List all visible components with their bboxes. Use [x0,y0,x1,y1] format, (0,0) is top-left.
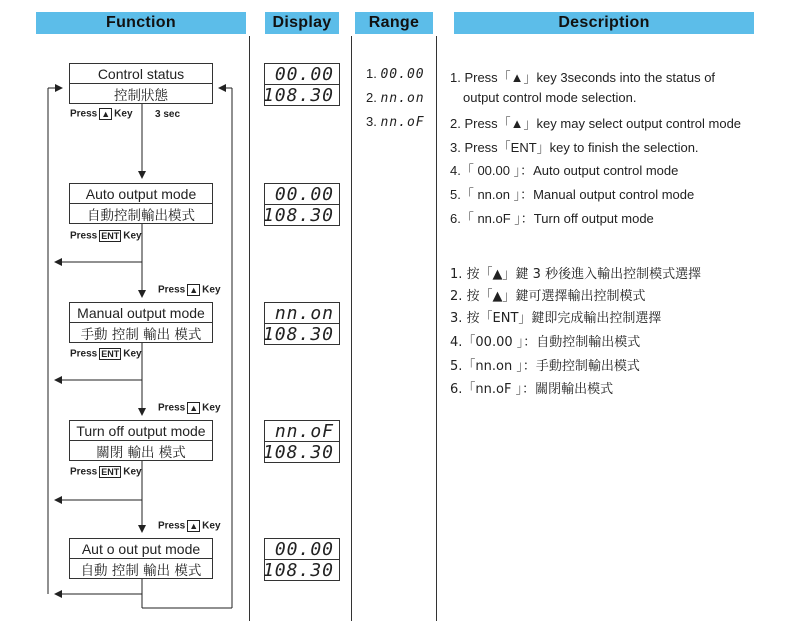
display-bottom-value: 108.30 [265,323,339,344]
description-line-zh: 3. 按「ENT」鍵即完成輸出控制選擇 [450,311,662,326]
mode-label-zh: 自動 控制 輸出 模式 [70,558,212,578]
header-function: Function [36,12,246,34]
mode-label-zh: 關閉 輸出 模式 [70,440,212,460]
press-ent-key-label: Press ENT Key [70,230,142,242]
press-up-key-label: Press ▲ Key [158,284,221,296]
display-bottom-value: 108.30 [265,204,339,225]
display-panel [264,302,340,345]
ent-key-icon: ENT [101,467,120,477]
mode-label-en: Manual output mode [77,304,205,321]
display-bottom-value: 108.30 [265,441,339,462]
display-panel [264,538,340,581]
description-line: 2. Press「▲」key may select output control mode [450,116,742,131]
header-display: Display [265,12,339,34]
up-key-icon: ▲ [101,109,111,119]
header-range: Range [355,12,433,34]
display-top-value: nn.on [274,302,334,324]
description-line-zh: 1. 按「▲」鍵 3 秒後進入輸出控制模式選擇 [450,267,702,282]
description-line: output control mode selection. [463,90,637,105]
description-line: 5.「 nn.on 」：Manual output control mode [450,187,695,202]
mode-label-en: Turn off output mode [76,422,206,439]
display-panel [264,183,340,226]
range-item: 1. 00.00 [366,66,425,82]
hold-duration-label: 3 sec [155,109,181,120]
display-top-value: 00.00 [274,183,334,205]
mode-box-manual-output [69,302,213,343]
description-line: 4.「 00.00 」：Auto output control mode [450,163,679,178]
description-line: 3. Press「ENT」key to finish the selection. [450,140,699,155]
range-item: 2. nn.on [366,90,425,106]
press-up-key-label: Press ▲ Key [70,108,133,120]
mode-label-en: Auto output mode [85,185,197,202]
press-ent-key-label: Press ENT Key [70,348,142,360]
header-description: Description [454,12,754,34]
mode-box-turn-off-output [69,420,213,461]
range-item: 3. nn.oF [366,114,425,130]
description-line: 1. Press「▲」key 3seconds into the status of [450,70,716,85]
mode-label-zh: 控制狀態 [70,83,212,103]
up-key-icon: ▲ [189,521,199,531]
press-up-key-label: Press ▲ Key [158,402,221,414]
description-line-zh: 6.「nn.oF 」：關閉輸出模式 [450,382,614,397]
display-top-value: nn.oF [274,420,334,442]
mode-label-en: Control status [97,65,185,82]
ent-key-icon: ENT [101,349,120,359]
display-top-value: 00.00 [274,63,334,85]
display-bottom-value: 108.30 [265,84,339,105]
up-key-icon: ▲ [189,285,199,295]
ent-key-icon: ENT [101,231,120,241]
press-up-key-label: Press ▲ Key [158,520,221,532]
description-line-zh: 2. 按「▲」鍵可選擇輸出控制模式 [450,289,646,304]
description-line-zh: 5.「nn.on 」：手動控制輸出模式 [450,359,640,374]
up-key-icon: ▲ [189,403,199,413]
mode-box-control-status [69,63,213,104]
description-line: 6.「 nn.oF 」：Turn off output mode [450,211,654,226]
display-panel [264,420,340,463]
mode-box-auto-output-return [69,538,213,579]
mode-label-zh: 手動 控制 輸出 模式 [70,322,212,342]
display-top-value: 00.00 [274,538,334,560]
display-bottom-value: 108.30 [265,559,339,580]
mode-label-en: Aut o out put mode [81,540,201,557]
press-ent-key-label: Press ENT Key [70,466,142,478]
description-line-zh: 4.「00.00 」：自動控制輸出模式 [450,335,641,350]
mode-box-auto-output [69,183,213,224]
mode-label-zh: 自動控制輸出模式 [70,203,212,223]
display-panel [264,63,340,106]
